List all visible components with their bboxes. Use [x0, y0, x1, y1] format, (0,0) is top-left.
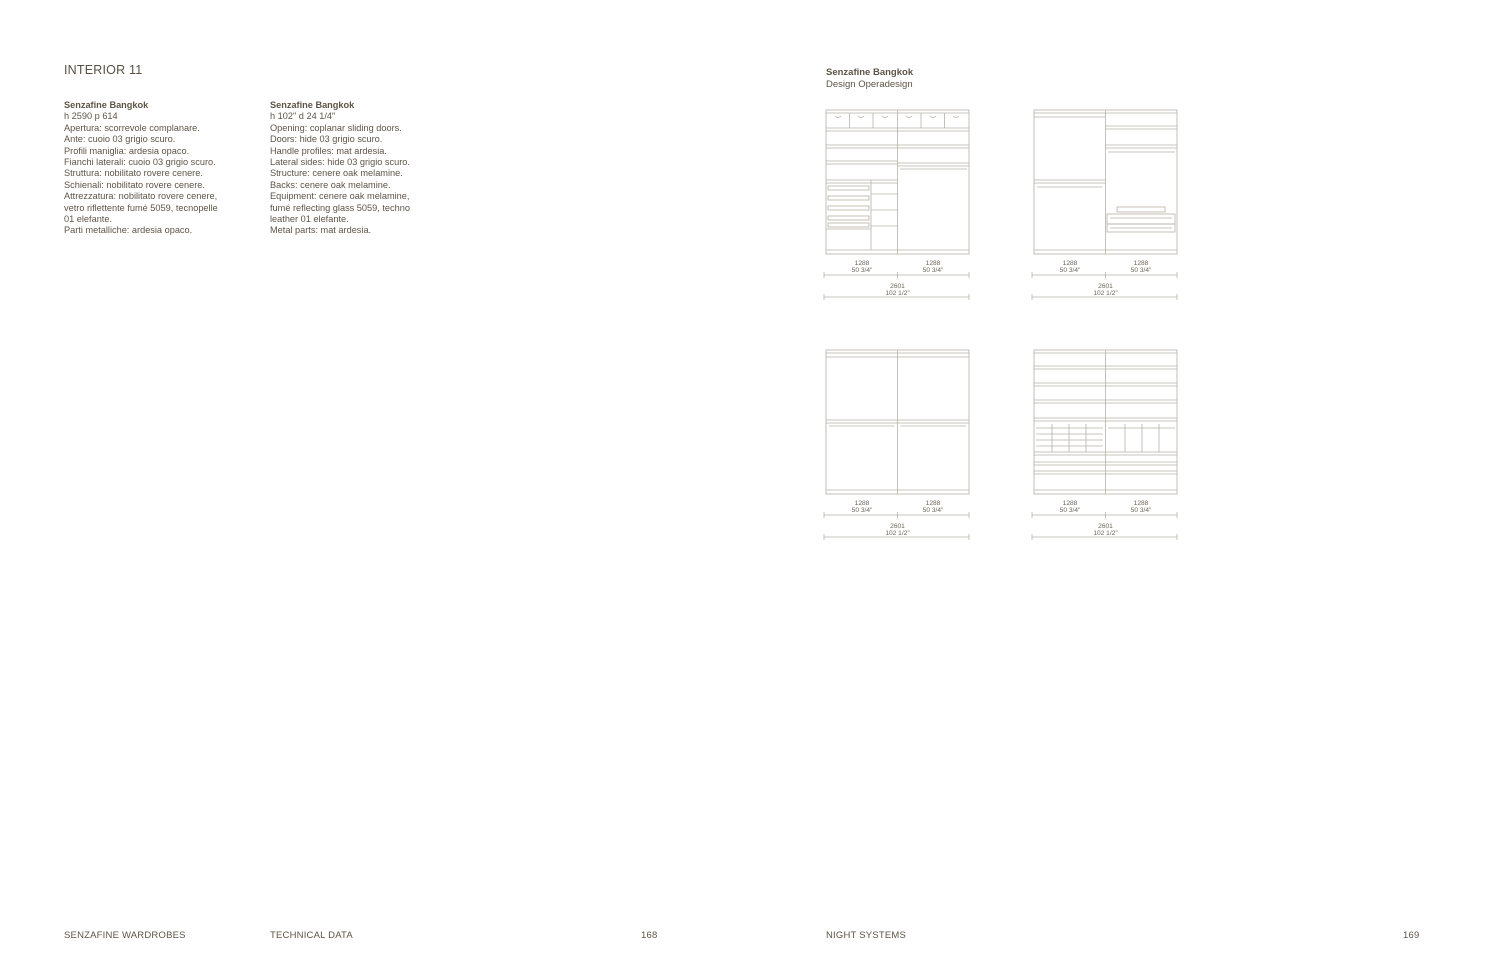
total-width-in: 102 1/2": [885, 530, 910, 537]
page-number-right: 169: [1403, 930, 1420, 941]
wardrobe-drawing-1: [822, 108, 974, 302]
english-spec-column: [270, 100, 440, 237]
module-width-mm-right: 1288: [925, 500, 941, 507]
total-width-mm: 2601: [1098, 283, 1113, 290]
total-width-in: 102 1/2": [1093, 530, 1118, 537]
wardrobe-drawing-2: [1030, 108, 1182, 302]
module-width-in-left: 50 3/4": [1059, 507, 1081, 514]
italian-spec-line: Schienali: nobilitato rovere cenere.: [64, 179, 205, 190]
italian-spec-line: 01 elefante.: [64, 214, 113, 225]
english-spec-line: Lateral sides: hide 03 grigio scuro.: [270, 157, 410, 168]
footer-brand: SENZAFINE WARDROBES: [64, 930, 186, 941]
italian-spec-line: Parti metalliche: ardesia opaco.: [64, 225, 193, 236]
section-title: INTERIOR 11: [64, 63, 143, 77]
footer-section-right: NIGHT SYSTEMS: [826, 930, 907, 941]
english-spec-line: Handle profiles: mat ardesia.: [270, 145, 387, 156]
module-width-in-right: 50 3/4": [922, 507, 944, 514]
module-width-in-left: 50 3/4": [851, 507, 873, 514]
total-width-in: 102 1/2": [885, 290, 910, 297]
designer-credit: Design Operadesign: [826, 79, 913, 90]
english-product-name: Senzafine Bangkok: [270, 100, 355, 110]
italian-spec-line: Fianchi laterali: cuoio 03 grigio scuro.: [64, 157, 216, 168]
italian-spec-line: Apertura: scorrevole complanare.: [64, 122, 200, 133]
english-spec-line: Opening: coplanar sliding doors.: [270, 122, 402, 133]
english-spec-line: fumé reflecting glass 5059, techno: [270, 202, 410, 213]
english-spec-line: Equipment: cenere oak melamine,: [270, 191, 410, 202]
italian-spec-line: Ante: cuoio 03 grigio scuro.: [64, 134, 176, 145]
total-width-in: 102 1/2": [1093, 290, 1118, 297]
italian-spec-column: [64, 100, 234, 237]
total-width-mm: 2601: [890, 283, 905, 290]
drawing-product-name: Senzafine Bangkok: [826, 67, 914, 78]
wardrobe-drawing-3: [822, 348, 974, 542]
english-spec-line: leather 01 elefante.: [270, 214, 349, 225]
module-width-in-left: 50 3/4": [1059, 267, 1081, 274]
total-width-mm: 2601: [890, 523, 905, 530]
module-width-in-right: 50 3/4": [922, 267, 944, 274]
english-spec-line: Structure: cenere oak melamine.: [270, 168, 403, 179]
english-spec-line: h 102" d 24 1/4": [270, 111, 336, 122]
module-width-mm-right: 1288: [1133, 500, 1149, 507]
module-width-mm-left: 1288: [1062, 260, 1078, 267]
italian-spec-line: vetro riflettente fumé 5059, tecnopelle: [64, 202, 218, 213]
english-spec-line: Backs: cenere oak melamine.: [270, 179, 391, 190]
module-width-mm-right: 1288: [1133, 260, 1149, 267]
module-width-mm-left: 1288: [854, 260, 870, 267]
english-spec-line: Metal parts: mat ardesia.: [270, 225, 372, 236]
italian-spec-line: Attrezzatura: nobilitato rovere cenere,: [64, 191, 218, 202]
module-width-mm-right: 1288: [925, 260, 941, 267]
module-width-in-right: 50 3/4": [1130, 267, 1152, 274]
drawing-header: [826, 67, 913, 91]
italian-spec-line: Profili maniglia: ardesia opaco.: [64, 145, 190, 156]
total-width-mm: 2601: [1098, 523, 1113, 530]
footer-section-left: TECHNICAL DATA: [270, 930, 353, 941]
module-width-mm-left: 1288: [854, 500, 870, 507]
module-width-in-right: 50 3/4": [1130, 507, 1152, 514]
page-number-left: 168: [641, 930, 658, 941]
module-width-in-left: 50 3/4": [851, 267, 873, 274]
italian-spec-line: Struttura: nobilitato rovere cenere.: [64, 168, 203, 179]
italian-product-name: Senzafine Bangkok: [64, 100, 149, 110]
wardrobe-drawing-4: [1030, 348, 1182, 542]
italian-spec-line: h 2590 p 614: [64, 111, 118, 122]
english-spec-line: Doors: hide 03 grigio scuro.: [270, 134, 383, 145]
module-width-mm-left: 1288: [1062, 500, 1078, 507]
